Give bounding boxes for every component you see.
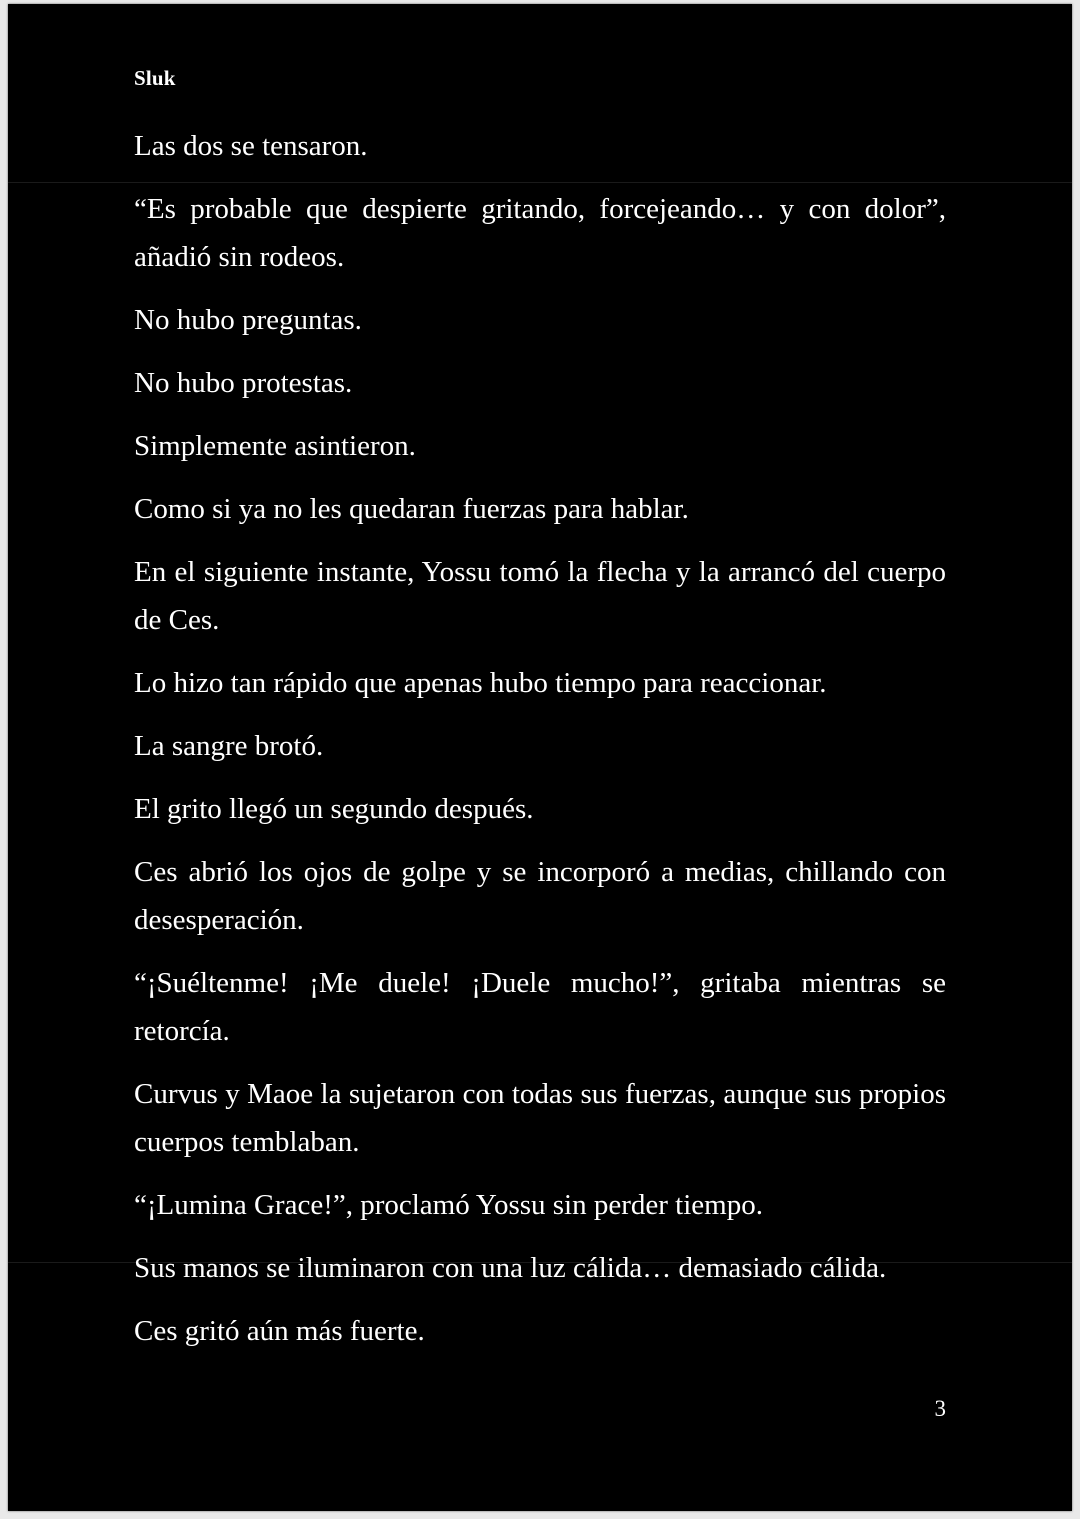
document-page <box>8 4 1072 1511</box>
paragraph: Curvus y Maoe la sujetaron con todas sus fuerzas, aunque sus propios cuerpos temblaban. <box>134 1078 946 1158</box>
page-number: 3 <box>934 1396 946 1421</box>
paragraph: La sangre brotó. <box>134 730 324 762</box>
paragraph: Ces gritó aún más fuerte. <box>134 1315 425 1347</box>
paragraph: “Es probable que despierte gritando, forcejeando… y con dolor”, añadió sin rodeos. <box>134 193 946 273</box>
paragraph: Las dos se tensaron. <box>134 130 368 162</box>
paragraph: “¡Lumina Grace!”, proclamó Yossu sin perder tiempo. <box>134 1189 763 1221</box>
body-text <box>134 122 946 1370</box>
paragraph: Como si ya no les quedaran fuerzas para hablar. <box>134 493 689 525</box>
paragraph: No hubo protestas. <box>134 367 353 399</box>
paragraph: Ces abrió los ojos de golpe y se incorporó a medias, chillando con desesperación. <box>134 856 946 936</box>
running-head: Sluk <box>134 66 176 90</box>
paragraph: El grito llegó un segundo después. <box>134 793 534 825</box>
paragraph: Sus manos se iluminaron con una luz cálida… demasiado cálida. <box>134 1252 887 1284</box>
paragraph: En el siguiente instante, Yossu tomó la flecha y la arrancó del cuerpo de Ces. <box>134 556 946 636</box>
paragraph: “¡Suéltenme! ¡Me duele! ¡Duele mucho!”, gritaba mientras se retorcía. <box>134 967 946 1047</box>
paragraph: Lo hizo tan rápido que apenas hubo tiempo para reaccionar. <box>134 667 827 699</box>
paragraph: No hubo preguntas. <box>134 304 362 336</box>
paragraph: Simplemente asintieron. <box>134 430 416 462</box>
